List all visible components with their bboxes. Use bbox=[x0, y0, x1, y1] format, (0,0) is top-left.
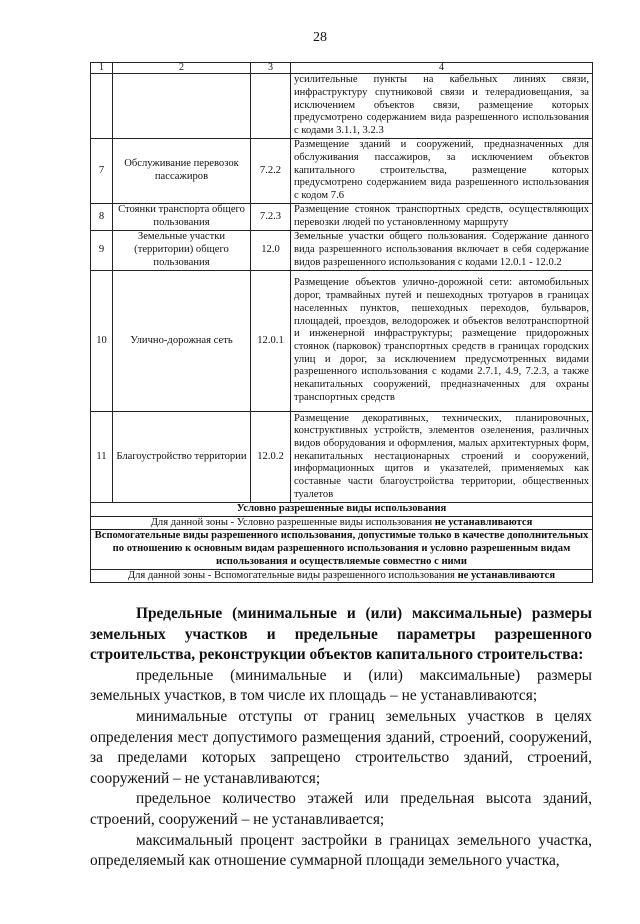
conditional-uses-note-row bbox=[91, 516, 593, 530]
column-number-1: 1 bbox=[91, 63, 113, 74]
paragraph: предельное количество этажей или предельная высота зданий, строений, сооружений – не устанавливается; bbox=[90, 790, 592, 828]
page-number: 28 bbox=[313, 30, 327, 45]
row-number: 11 bbox=[91, 412, 113, 503]
land-use-code: 7.2.2 bbox=[251, 139, 291, 204]
land-use-code bbox=[251, 74, 291, 139]
regulations-text bbox=[90, 604, 592, 872]
land-use-description: Размещение декоративных, технических, планировочных, конструктивных устройств, элементов озеленения, различных видов оборудования и оформления, малых архитектурных форм, некапитальных нестационарных строений и сооружений, информационных щитов и указателей, применяемых как составные части благоустройства территории, общественных туалетов bbox=[291, 412, 593, 503]
land-use-name: Улично-дорожная сеть bbox=[113, 271, 251, 412]
land-use-name: Обслуживание перевозок пассажиров bbox=[113, 139, 251, 204]
land-use-code: 12.0.2 bbox=[251, 412, 291, 503]
land-use-description: Размещение стоянок транспортных средств, осуществляющих перевозки людей по установленному маршруту bbox=[291, 204, 593, 231]
land-use-name: Благоустройство территории bbox=[113, 412, 251, 503]
section-heading: Предельные (минимальные и (или) максимальные) размеры земельных участков и предельные параметры разрешенного строительства, реконструкции объектов капитального строительства: bbox=[90, 605, 592, 664]
land-use-code: 7.2.3 bbox=[251, 204, 291, 231]
column-number-2: 2 bbox=[113, 63, 251, 74]
conditional-uses-title: Условно разрешенные виды использования bbox=[91, 503, 593, 517]
auxiliary-uses-note bbox=[91, 569, 593, 583]
conditional-uses-title-row bbox=[91, 503, 593, 517]
land-use-name: Земельные участки (территории) общего пользования bbox=[113, 231, 251, 271]
conditional-uses-note-status: не устанавливаются bbox=[434, 516, 533, 528]
auxiliary-uses-note-status: не устанавливаются bbox=[457, 569, 556, 581]
table-row bbox=[91, 74, 593, 139]
conditional-uses-note bbox=[91, 516, 593, 530]
row-number: 10 bbox=[91, 271, 113, 412]
land-use-code: 12.0 bbox=[251, 231, 291, 271]
auxiliary-uses-title-row bbox=[91, 530, 593, 569]
paragraph: максимальный процент застройки в границах земельного участка, определяемый как отношение суммарной площади земельного участка, bbox=[90, 831, 592, 870]
table-row bbox=[91, 204, 593, 231]
auxiliary-uses-title: Вспомогательные виды разрешенного использования, допустимые только в качестве дополнительных по отношению к основным видам разрешенного использования и условно разрешенным видам использования и осуществляемые совместно с ними bbox=[91, 530, 593, 569]
land-use-description: Земельные участки общего пользования. Содержание данного вида разрешенного использования включает в себя содержание видов разрешенного использования с кодами 12.0.1 - 12.0.2 bbox=[291, 231, 593, 271]
table-row bbox=[91, 231, 593, 271]
land-use-table bbox=[90, 62, 593, 583]
paragraph: минимальные отступы от границ земельных участков в целях определения мест допустимого размещения зданий, строений, сооружений, за пределами которых запрещено строительство зданий, строений, сооружений – не устанавливаются; bbox=[90, 707, 592, 787]
land-use-description: усилительные пункты на кабельных линиях связи, инфраструктуру спутниковой связи и телерадиовещания, за исключением объектов связи, размещение которых предусмотрено содержанием вида разрешенного использования с кодами 3.1.1, 3.2.3 bbox=[291, 74, 593, 139]
row-number bbox=[91, 74, 113, 139]
table-row bbox=[91, 139, 593, 204]
row-number: 7 bbox=[91, 139, 113, 204]
conditional-uses-note-text: Для данной зоны - Условно разрешенные виды использования bbox=[150, 516, 433, 528]
land-use-description: Размещение зданий и сооружений, предназначенных для обслуживания пассажиров, за исключением объектов капитального строительства, размещение которых предусмотрено содержанием вида разрешенного использования с кодом 7.6 bbox=[291, 139, 593, 204]
row-number: 9 bbox=[91, 231, 113, 271]
column-number-4: 4 bbox=[291, 63, 593, 74]
land-use-name bbox=[113, 74, 251, 139]
column-number-3: 3 bbox=[251, 63, 291, 74]
auxiliary-uses-note-text: Для данной зоны - Вспомогательные виды разрешенного использования bbox=[127, 569, 455, 581]
row-number: 8 bbox=[91, 204, 113, 231]
paragraph: предельные (минимальные и (или) максимальные) размеры земельных участков, в том числе их площадь – не устанавливаются; bbox=[90, 666, 592, 705]
land-use-name: Стоянки транспорта общего пользования bbox=[113, 204, 251, 231]
table-row bbox=[91, 412, 593, 503]
table-header-row bbox=[91, 63, 593, 74]
auxiliary-uses-note-row bbox=[91, 569, 593, 583]
land-use-description: Размещение объектов улично-дорожной сети: автомобильных дорог, трамвайных путей и пешеходных тротуаров в границах населенных пунктов, пешеходных переходов, бульваров, площадей, проездов, велодорожек и объектов велотранспортной и инженерной инфраструктуры; размещение придорожных стоянок (парковок) транспортных средств в границах городских улиц и дорог, за исключением предусмотренных видами разрешенного использования с кодами 2.7.1, 4.9, 7.2.3, а также некапитальных сооружений, предназначенных для охраны транспортных средств bbox=[291, 271, 593, 412]
table-row bbox=[91, 271, 593, 412]
land-use-code: 12.0.1 bbox=[251, 271, 291, 412]
